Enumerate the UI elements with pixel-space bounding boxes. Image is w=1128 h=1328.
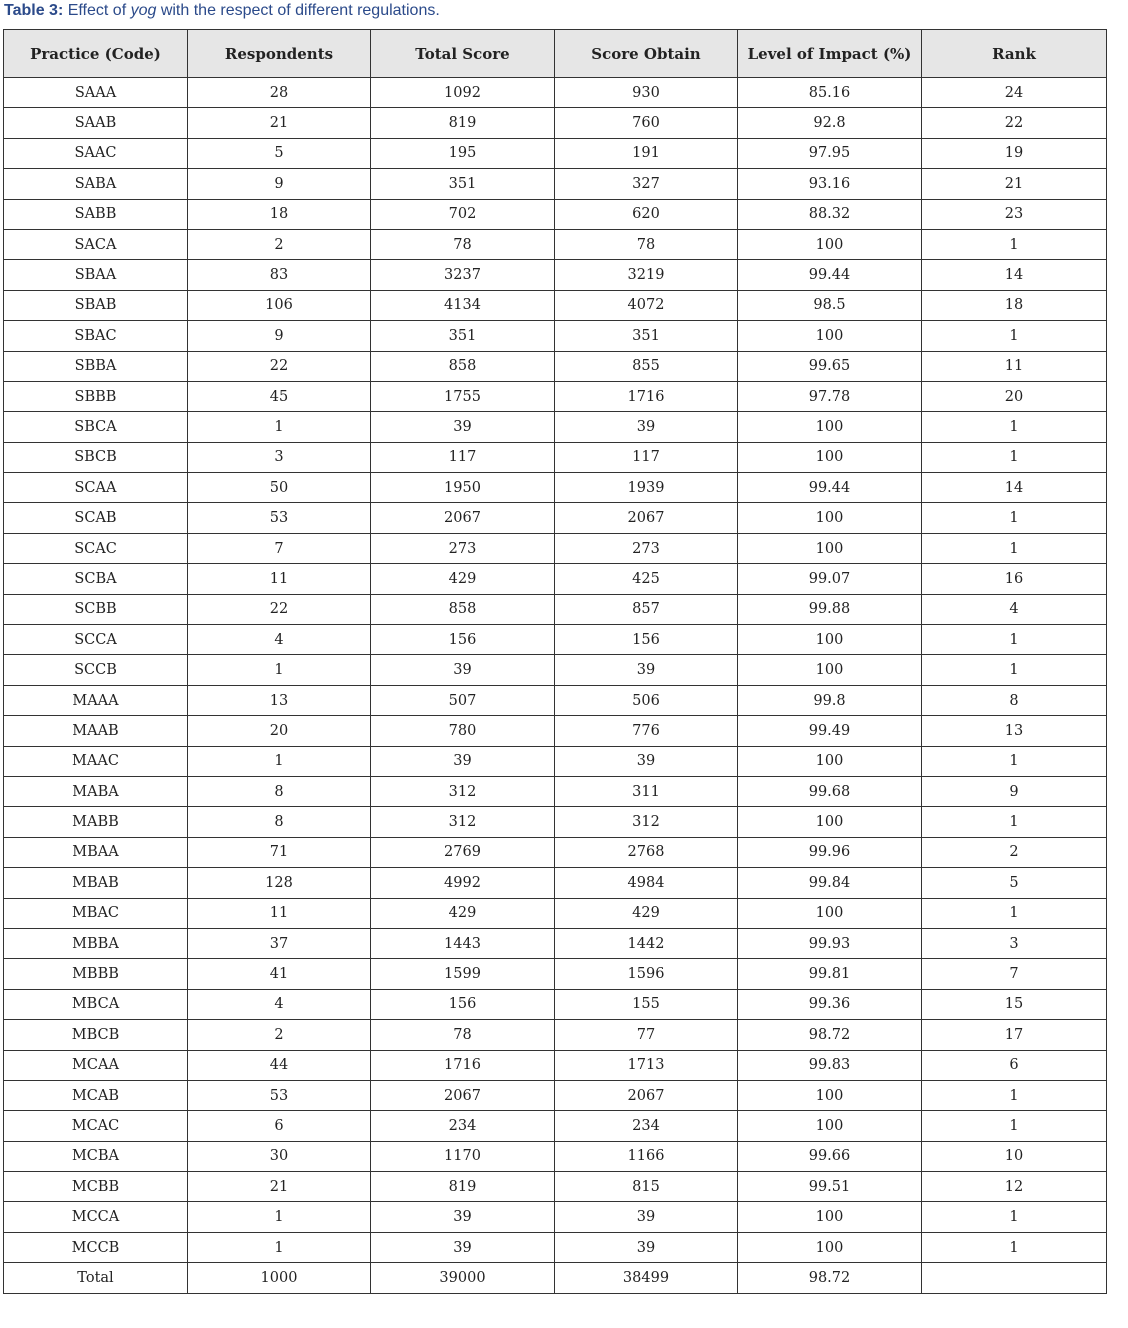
cell-rank: 4: [922, 594, 1107, 624]
cell-total-score: 39: [371, 412, 555, 442]
cell-rank: 20: [922, 381, 1107, 411]
cell-score-obtain: 39: [555, 746, 738, 776]
cell-respondents: 45: [188, 381, 371, 411]
cell-score-obtain: 351: [555, 321, 738, 351]
cell-score-obtain: 2768: [555, 837, 738, 867]
cell-respondents: 20: [188, 716, 371, 746]
cell-respondents: 5: [188, 138, 371, 168]
cell-level-of-impact: 99.07: [738, 564, 922, 594]
cell-rank: 5: [922, 868, 1107, 898]
cell-total-score: 858: [371, 351, 555, 381]
cell-practice-code: Total: [4, 1263, 188, 1293]
cell-respondents: 37: [188, 928, 371, 958]
cell-total-score: 1755: [371, 381, 555, 411]
cell-score-obtain: 2067: [555, 503, 738, 533]
total-row: [4, 1263, 1107, 1293]
cell-total-score: 4992: [371, 868, 555, 898]
cell-respondents: 1: [188, 1202, 371, 1232]
table-body: [4, 78, 1107, 1294]
column-header-practice-code: Practice (Code): [4, 30, 188, 78]
cell-level-of-impact: 99.8: [738, 685, 922, 715]
table-row: [4, 108, 1107, 138]
cell-level-of-impact: 99.44: [738, 260, 922, 290]
cell-score-obtain: 620: [555, 199, 738, 229]
cell-total-score: 39: [371, 655, 555, 685]
table-row: [4, 138, 1107, 168]
table-row: [4, 564, 1107, 594]
cell-total-score: 4134: [371, 290, 555, 320]
cell-level-of-impact: 99.81: [738, 959, 922, 989]
cell-level-of-impact: 100: [738, 746, 922, 776]
cell-level-of-impact: 92.8: [738, 108, 922, 138]
cell-respondents: 22: [188, 351, 371, 381]
cell-respondents: 11: [188, 564, 371, 594]
cell-total-score: 273: [371, 533, 555, 563]
cell-total-score: 429: [371, 564, 555, 594]
table-caption: [4, 1, 440, 21]
cell-rank: 22: [922, 108, 1107, 138]
cell-level-of-impact: 97.78: [738, 381, 922, 411]
cell-rank: 1: [922, 746, 1107, 776]
cell-respondents: 71: [188, 837, 371, 867]
cell-total-score: 39: [371, 1232, 555, 1262]
cell-respondents: 4: [188, 625, 371, 655]
cell-level-of-impact: 100: [738, 229, 922, 259]
cell-practice-code: SCBA: [4, 564, 188, 594]
cell-respondents: 18: [188, 199, 371, 229]
cell-rank: 2: [922, 837, 1107, 867]
cell-practice-code: MCCA: [4, 1202, 188, 1232]
cell-level-of-impact: 100: [738, 807, 922, 837]
cell-score-obtain: 327: [555, 169, 738, 199]
cell-total-score: 780: [371, 716, 555, 746]
cell-score-obtain: 78: [555, 229, 738, 259]
cell-score-obtain: 234: [555, 1111, 738, 1141]
cell-level-of-impact: 100: [738, 1232, 922, 1262]
cell-practice-code: MBCA: [4, 989, 188, 1019]
cell-rank: 10: [922, 1141, 1107, 1171]
table-row: [4, 776, 1107, 806]
cell-practice-code: MCAC: [4, 1111, 188, 1141]
cell-respondents: 3: [188, 442, 371, 472]
cell-rank: 1: [922, 807, 1107, 837]
cell-practice-code: MAAB: [4, 716, 188, 746]
column-header-total-score: Total Score: [371, 30, 555, 78]
cell-respondents: 13: [188, 685, 371, 715]
cell-practice-code: MAAA: [4, 685, 188, 715]
table-header: [4, 30, 1107, 78]
cell-rank: 6: [922, 1050, 1107, 1080]
cell-total-score: 78: [371, 1020, 555, 1050]
cell-respondents: 8: [188, 776, 371, 806]
cell-total-score: 312: [371, 776, 555, 806]
column-header-score-obtain: Score Obtain: [555, 30, 738, 78]
cell-level-of-impact: 100: [738, 655, 922, 685]
cell-practice-code: MAAC: [4, 746, 188, 776]
table-row: [4, 1111, 1107, 1141]
cell-level-of-impact: 99.51: [738, 1172, 922, 1202]
cell-level-of-impact: 99.65: [738, 351, 922, 381]
cell-total-score: 234: [371, 1111, 555, 1141]
cell-score-obtain: 273: [555, 533, 738, 563]
cell-level-of-impact: 99.83: [738, 1050, 922, 1080]
table-row: [4, 412, 1107, 442]
cell-level-of-impact: 100: [738, 321, 922, 351]
cell-score-obtain: 930: [555, 78, 738, 108]
table-row: [4, 928, 1107, 958]
table-row: [4, 685, 1107, 715]
table-row: [4, 959, 1107, 989]
cell-practice-code: SABA: [4, 169, 188, 199]
table-row: [4, 290, 1107, 320]
cell-respondents: 22: [188, 594, 371, 624]
cell-rank: 14: [922, 260, 1107, 290]
cell-score-obtain: 1713: [555, 1050, 738, 1080]
cell-respondents: 8: [188, 807, 371, 837]
cell-total-score: 195: [371, 138, 555, 168]
cell-total-score: 312: [371, 807, 555, 837]
cell-rank: 1: [922, 1232, 1107, 1262]
table-row: [4, 473, 1107, 503]
cell-practice-code: SCAB: [4, 503, 188, 533]
cell-respondents: 44: [188, 1050, 371, 1080]
cell-rank: 1: [922, 442, 1107, 472]
cell-level-of-impact: 100: [738, 1202, 922, 1232]
cell-rank: 1: [922, 229, 1107, 259]
cell-total-score: 1599: [371, 959, 555, 989]
cell-practice-code: SABB: [4, 199, 188, 229]
cell-total-score: 351: [371, 321, 555, 351]
cell-rank: 1: [922, 1111, 1107, 1141]
cell-total-score: 858: [371, 594, 555, 624]
cell-practice-code: MBBB: [4, 959, 188, 989]
cell-practice-code: SCCB: [4, 655, 188, 685]
cell-rank: 1: [922, 625, 1107, 655]
cell-rank: 1: [922, 898, 1107, 928]
cell-respondents: 53: [188, 503, 371, 533]
cell-respondents: 9: [188, 169, 371, 199]
cell-practice-code: MBAC: [4, 898, 188, 928]
cell-practice-code: MCAA: [4, 1050, 188, 1080]
cell-respondents: 1: [188, 412, 371, 442]
caption-text-before: Effect of: [63, 2, 131, 19]
table-row: [4, 868, 1107, 898]
cell-rank: 1: [922, 533, 1107, 563]
cell-score-obtain: 425: [555, 564, 738, 594]
cell-level-of-impact: 100: [738, 1111, 922, 1141]
cell-score-obtain: 1166: [555, 1141, 738, 1171]
cell-respondents: 1: [188, 655, 371, 685]
cell-practice-code: SBCA: [4, 412, 188, 442]
cell-practice-code: SAAA: [4, 78, 188, 108]
cell-total-score: 819: [371, 108, 555, 138]
cell-rank: 12: [922, 1172, 1107, 1202]
cell-total-score: 2769: [371, 837, 555, 867]
cell-level-of-impact: 100: [738, 898, 922, 928]
cell-score-obtain: 1442: [555, 928, 738, 958]
cell-practice-code: SCAA: [4, 473, 188, 503]
table-row: [4, 625, 1107, 655]
table-row: [4, 442, 1107, 472]
cell-respondents: 11: [188, 898, 371, 928]
cell-practice-code: SBAB: [4, 290, 188, 320]
column-header-rank: Rank: [922, 30, 1107, 78]
cell-level-of-impact: 99.66: [738, 1141, 922, 1171]
cell-total-score: 1170: [371, 1141, 555, 1171]
cell-score-obtain: 39: [555, 1202, 738, 1232]
cell-practice-code: SACA: [4, 229, 188, 259]
cell-rank: 14: [922, 473, 1107, 503]
cell-respondents: 83: [188, 260, 371, 290]
cell-rank: 19: [922, 138, 1107, 168]
table-row: [4, 655, 1107, 685]
cell-rank: 1: [922, 321, 1107, 351]
table-row: [4, 837, 1107, 867]
cell-level-of-impact: 99.49: [738, 716, 922, 746]
cell-total-score: 39: [371, 746, 555, 776]
cell-rank: 15: [922, 989, 1107, 1019]
cell-total-score: 1092: [371, 78, 555, 108]
cell-total-score: 156: [371, 625, 555, 655]
cell-rank: 1: [922, 1202, 1107, 1232]
cell-practice-code: SBBB: [4, 381, 188, 411]
cell-practice-code: MBAB: [4, 868, 188, 898]
cell-level-of-impact: 99.36: [738, 989, 922, 1019]
cell-practice-code: MABB: [4, 807, 188, 837]
cell-total-score: 1950: [371, 473, 555, 503]
table-row: [4, 199, 1107, 229]
table-row: [4, 260, 1107, 290]
cell-rank: 18: [922, 290, 1107, 320]
cell-total-score: 3237: [371, 260, 555, 290]
cell-total-score: 39: [371, 1202, 555, 1232]
cell-practice-code: MCBA: [4, 1141, 188, 1171]
cell-total-score: 1716: [371, 1050, 555, 1080]
cell-level-of-impact: 100: [738, 442, 922, 472]
table-row: [4, 321, 1107, 351]
cell-practice-code: MCCB: [4, 1232, 188, 1262]
cell-score-obtain: 1939: [555, 473, 738, 503]
cell-rank: 13: [922, 716, 1107, 746]
cell-score-obtain: 312: [555, 807, 738, 837]
cell-respondents: 1000: [188, 1263, 371, 1293]
table-row: [4, 1050, 1107, 1080]
column-header-level-of-impact: Level of Impact (%): [738, 30, 922, 78]
cell-score-obtain: 39: [555, 412, 738, 442]
cell-level-of-impact: 99.84: [738, 868, 922, 898]
cell-respondents: 21: [188, 1172, 371, 1202]
cell-level-of-impact: 93.16: [738, 169, 922, 199]
table-row: [4, 1141, 1107, 1171]
cell-level-of-impact: 98.72: [738, 1263, 922, 1293]
cell-total-score: 507: [371, 685, 555, 715]
cell-level-of-impact: 97.95: [738, 138, 922, 168]
cell-score-obtain: 857: [555, 594, 738, 624]
cell-level-of-impact: 100: [738, 1080, 922, 1110]
cell-rank: 1: [922, 1080, 1107, 1110]
table-row: [4, 169, 1107, 199]
table-row: [4, 1232, 1107, 1262]
caption-label: Table 3:: [4, 2, 64, 19]
cell-score-obtain: 191: [555, 138, 738, 168]
cell-score-obtain: 156: [555, 625, 738, 655]
cell-total-score: 2067: [371, 1080, 555, 1110]
cell-level-of-impact: 99.44: [738, 473, 922, 503]
cell-practice-code: SAAB: [4, 108, 188, 138]
cell-total-score: 429: [371, 898, 555, 928]
cell-rank: 8: [922, 685, 1107, 715]
cell-practice-code: MCBB: [4, 1172, 188, 1202]
cell-score-obtain: 311: [555, 776, 738, 806]
cell-level-of-impact: 88.32: [738, 199, 922, 229]
table-row: [4, 716, 1107, 746]
cell-score-obtain: 506: [555, 685, 738, 715]
table-row: [4, 533, 1107, 563]
cell-respondents: 21: [188, 108, 371, 138]
cell-rank: 1: [922, 655, 1107, 685]
table-row: [4, 746, 1107, 776]
cell-practice-code: SCAC: [4, 533, 188, 563]
cell-total-score: 819: [371, 1172, 555, 1202]
cell-level-of-impact: 100: [738, 412, 922, 442]
cell-score-obtain: 429: [555, 898, 738, 928]
cell-respondents: 7: [188, 533, 371, 563]
cell-respondents: 128: [188, 868, 371, 898]
cell-score-obtain: 1596: [555, 959, 738, 989]
cell-rank: 11: [922, 351, 1107, 381]
cell-practice-code: MCAB: [4, 1080, 188, 1110]
cell-respondents: 106: [188, 290, 371, 320]
cell-rank: 17: [922, 1020, 1107, 1050]
table-row: [4, 1172, 1107, 1202]
column-header-respondents: Respondents: [188, 30, 371, 78]
cell-level-of-impact: 85.16: [738, 78, 922, 108]
cell-rank: 1: [922, 412, 1107, 442]
cell-practice-code: MABA: [4, 776, 188, 806]
cell-score-obtain: 117: [555, 442, 738, 472]
cell-rank: 23: [922, 199, 1107, 229]
cell-level-of-impact: 98.5: [738, 290, 922, 320]
table-row: [4, 989, 1107, 1019]
cell-respondents: 2: [188, 229, 371, 259]
cell-respondents: 28: [188, 78, 371, 108]
cell-rank: 7: [922, 959, 1107, 989]
cell-total-score: 351: [371, 169, 555, 199]
cell-level-of-impact: 100: [738, 533, 922, 563]
cell-score-obtain: 815: [555, 1172, 738, 1202]
cell-rank: 3: [922, 928, 1107, 958]
cell-respondents: 9: [188, 321, 371, 351]
cell-total-score: 702: [371, 199, 555, 229]
data-table: [3, 29, 1107, 1294]
cell-level-of-impact: 100: [738, 625, 922, 655]
cell-practice-code: MBCB: [4, 1020, 188, 1050]
table-row: [4, 1020, 1107, 1050]
cell-level-of-impact: 99.68: [738, 776, 922, 806]
cell-score-obtain: 39: [555, 1232, 738, 1262]
cell-rank: [922, 1263, 1107, 1293]
cell-rank: 24: [922, 78, 1107, 108]
table-row: [4, 229, 1107, 259]
cell-practice-code: MBBA: [4, 928, 188, 958]
cell-respondents: 50: [188, 473, 371, 503]
cell-rank: 1: [922, 503, 1107, 533]
cell-score-obtain: 4984: [555, 868, 738, 898]
cell-practice-code: SBAC: [4, 321, 188, 351]
cell-level-of-impact: 99.93: [738, 928, 922, 958]
cell-practice-code: SAAC: [4, 138, 188, 168]
cell-rank: 9: [922, 776, 1107, 806]
cell-score-obtain: 4072: [555, 290, 738, 320]
cell-respondents: 53: [188, 1080, 371, 1110]
table-row: [4, 503, 1107, 533]
cell-respondents: 1: [188, 1232, 371, 1262]
cell-score-obtain: 155: [555, 989, 738, 1019]
table-row: [4, 898, 1107, 928]
cell-practice-code: SCCA: [4, 625, 188, 655]
cell-total-score: 78: [371, 229, 555, 259]
table-row: [4, 594, 1107, 624]
table-row: [4, 1202, 1107, 1232]
table-row: [4, 78, 1107, 108]
cell-respondents: 4: [188, 989, 371, 1019]
table-row: [4, 807, 1107, 837]
cell-level-of-impact: 100: [738, 503, 922, 533]
cell-rank: 21: [922, 169, 1107, 199]
cell-level-of-impact: 99.88: [738, 594, 922, 624]
cell-score-obtain: 760: [555, 108, 738, 138]
cell-total-score: 2067: [371, 503, 555, 533]
cell-score-obtain: 3219: [555, 260, 738, 290]
cell-total-score: 1443: [371, 928, 555, 958]
cell-respondents: 2: [188, 1020, 371, 1050]
cell-respondents: 1: [188, 746, 371, 776]
cell-total-score: 39000: [371, 1263, 555, 1293]
table-row: [4, 351, 1107, 381]
caption-text-after: with the respect of different regulations.: [156, 2, 440, 19]
cell-total-score: 117: [371, 442, 555, 472]
cell-respondents: 6: [188, 1111, 371, 1141]
cell-score-obtain: 776: [555, 716, 738, 746]
cell-respondents: 30: [188, 1141, 371, 1171]
cell-score-obtain: 855: [555, 351, 738, 381]
caption-emphasis: yog: [130, 2, 157, 19]
cell-practice-code: SBBA: [4, 351, 188, 381]
cell-level-of-impact: 98.72: [738, 1020, 922, 1050]
cell-practice-code: SCBB: [4, 594, 188, 624]
cell-practice-code: SBCB: [4, 442, 188, 472]
cell-respondents: 41: [188, 959, 371, 989]
table-row: [4, 1080, 1107, 1110]
table-row: [4, 381, 1107, 411]
cell-score-obtain: 39: [555, 655, 738, 685]
cell-score-obtain: 2067: [555, 1080, 738, 1110]
cell-practice-code: MBAA: [4, 837, 188, 867]
cell-score-obtain: 1716: [555, 381, 738, 411]
cell-level-of-impact: 99.96: [738, 837, 922, 867]
cell-score-obtain: 38499: [555, 1263, 738, 1293]
header-row: [4, 30, 1107, 78]
cell-score-obtain: 77: [555, 1020, 738, 1050]
cell-rank: 16: [922, 564, 1107, 594]
cell-total-score: 156: [371, 989, 555, 1019]
cell-practice-code: SBAA: [4, 260, 188, 290]
